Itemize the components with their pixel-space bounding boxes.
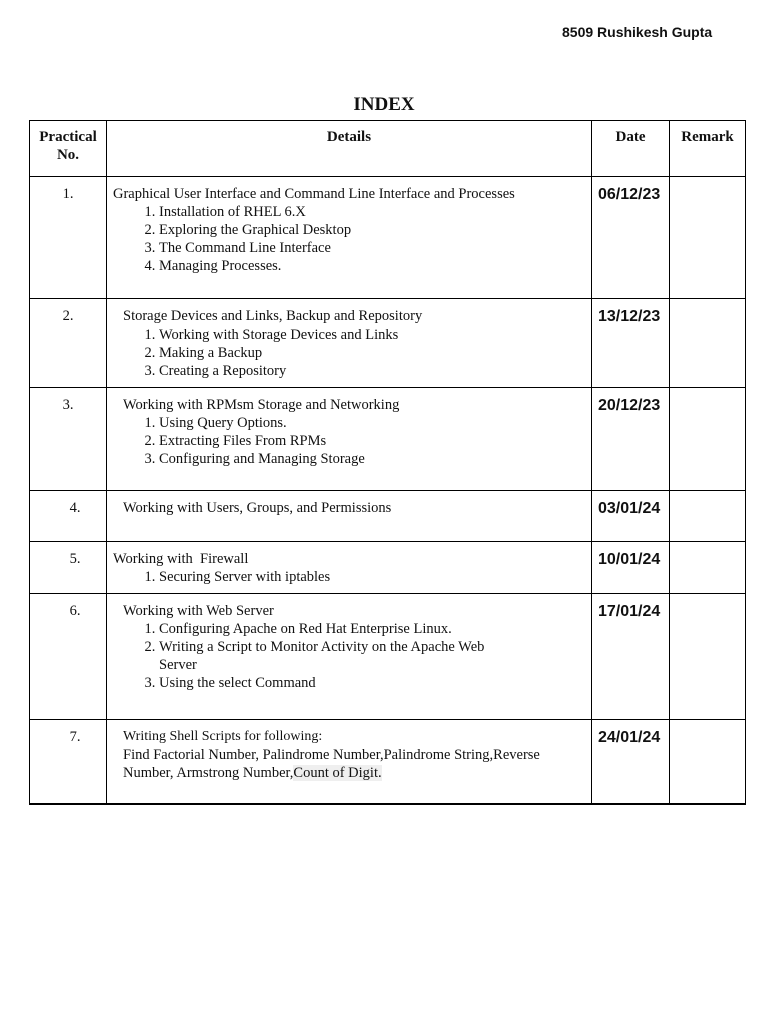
column-details: Details: [107, 121, 592, 177]
list-item: 3. The Command Line Interface: [159, 239, 585, 257]
practical-no: 2.: [30, 299, 107, 388]
practical-description-text: Find Factorial Number, Palindrome Number,Palindrome String,Reverse Number, Armstrong Number,: [123, 747, 540, 781]
table-row: [30, 542, 746, 594]
practical-heading: Storage Devices and Links, Backup and Repository: [123, 308, 423, 324]
practical-remark: [670, 177, 746, 299]
practical-details: [107, 720, 592, 804]
list-item: 3. Configuring and Managing Storage: [159, 450, 585, 468]
practical-remark: [670, 491, 746, 542]
table-row: [30, 177, 746, 299]
list-item: 2. Exploring the Graphical Desktop: [159, 221, 585, 239]
list-item: 4. Managing Processes.: [159, 257, 585, 275]
column-practical-no-line1: Practical: [39, 129, 97, 145]
practical-no: 6.: [30, 594, 107, 720]
author-name: 8509 Rushikesh Gupta: [562, 24, 713, 40]
practical-date: 06/12/23: [592, 177, 670, 299]
table-row: [30, 491, 746, 542]
practical-items: [113, 414, 585, 468]
practical-date: 20/12/23: [592, 388, 670, 491]
table-row: [30, 720, 746, 804]
practical-date: 10/01/24: [592, 542, 670, 594]
practical-details: [107, 299, 592, 388]
column-practical-no-line2: No.: [56, 147, 80, 163]
table-row: [30, 594, 746, 720]
practical-date: 24/01/24: [592, 720, 670, 804]
practical-heading: Graphical User Interface and Command Line Interface and Processes: [113, 186, 515, 202]
list-item: 3. Using the select Command: [159, 674, 489, 692]
index-table: [29, 120, 746, 805]
table-header-row: [30, 121, 746, 177]
list-item: 2. Extracting Files From RPMs: [159, 432, 585, 450]
practical-description: [123, 747, 540, 781]
list-item: 2. Writing a Script to Monitor Activity on the Apache Web Server: [159, 638, 489, 674]
practical-items: [113, 620, 489, 692]
practical-heading: Working with Firewall: [113, 551, 249, 567]
practical-remark: [670, 299, 746, 388]
practical-date: 17/01/24: [592, 594, 670, 720]
practical-heading: Working with RPMsm Storage and Networking: [123, 397, 400, 413]
list-item: 1. Installation of RHEL 6.X: [159, 203, 585, 221]
practical-date: 13/12/23: [592, 299, 670, 388]
practical-heading: Working with Web Server: [123, 603, 274, 619]
list-item: 1. Configuring Apache on Red Hat Enterprise Linux.: [159, 620, 489, 638]
practical-heading: Writing Shell Scripts for following:: [123, 729, 323, 744]
practical-remark: [670, 594, 746, 720]
practical-heading: Working with Users, Groups, and Permissions: [123, 500, 392, 516]
practical-details: [107, 542, 592, 594]
practical-details: [107, 491, 592, 542]
practical-items: [113, 203, 585, 275]
practical-details: [107, 594, 592, 720]
practical-details: [107, 388, 592, 491]
list-item: 1. Working with Storage Devices and Links: [159, 326, 585, 344]
practical-no: 3.: [30, 388, 107, 491]
list-item: 1. Securing Server with iptables: [159, 568, 585, 586]
practical-no: 4.: [30, 491, 107, 542]
practical-items: [113, 326, 585, 380]
table-row: [30, 299, 746, 388]
practical-remark: [670, 542, 746, 594]
list-item: 3. Creating a Repository: [159, 362, 585, 380]
column-remark: Remark: [670, 121, 746, 177]
column-practical-no: [30, 121, 107, 177]
practical-no: 1.: [30, 177, 107, 299]
practical-remark: [670, 720, 746, 804]
list-item: 1. Using Query Options.: [159, 414, 585, 432]
list-item: 2. Making a Backup: [159, 344, 585, 362]
practical-items: [113, 568, 585, 586]
practical-remark: [670, 388, 746, 491]
column-date: Date: [592, 121, 670, 177]
page-title: INDEX: [353, 94, 415, 115]
practical-no: 5.: [30, 542, 107, 594]
table-row: [30, 388, 746, 491]
practical-date: 03/01/24: [592, 491, 670, 542]
highlighted-text: Count of Digit.: [293, 765, 382, 781]
practical-no: 7.: [30, 720, 107, 804]
practical-details: [107, 177, 592, 299]
